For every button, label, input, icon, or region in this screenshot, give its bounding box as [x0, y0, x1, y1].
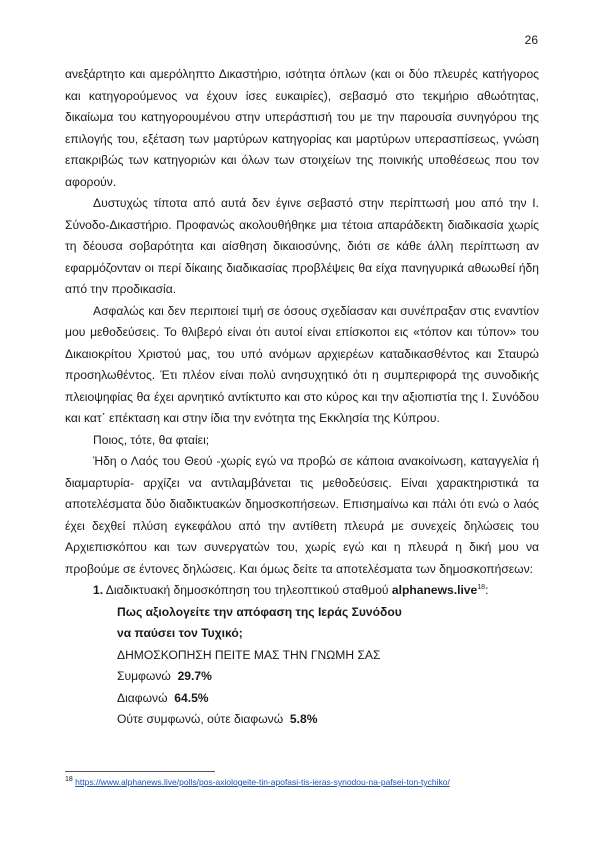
poll-option-neutral [117, 709, 539, 731]
poll-option-label: Διαφωνώ [117, 690, 168, 705]
footnote-ref[interactable]: 18 [477, 583, 486, 591]
footnote-number: 18 [65, 776, 73, 784]
poll-option-value: 29.7% [177, 669, 212, 683]
paragraph-unfortunately: Δυστυχώς τίποτα από αυτά δεν έγινε σεβαστό στην περίπτωσή μου από την Ι. Σύνοδο-Δικαστήριο. Προφανώς ακολουθήθηκε μια τέτοια απαράδεκτη διαδικασία χωρίς τη δέουσα σοβαρότητα και αίσθηση δικαιοσύνης, διότι σε κάθε άλλη περίπτωση αν εφαρμόζονταν οι περί δίκαιης διαδικασίας προβλέψεις θα είχα πανηγυρικά αθωωθεί ήδη από την προδικασία. [65, 196, 539, 296]
poll-heading: ΔΗΜΟΣΚΟΠΗΣΗ ΠΕΙΤΕ ΜΑΣ ΤΗΝ ΓΝΩΜΗ ΣΑΣ [117, 647, 381, 662]
paragraph-people-of-god: Ήδη ο Λαός του Θεού -χωρίς εγώ να προβώ σε κάποια ανακοίνωση, καταγγελία ή διαμαρτυρία- αρχίζει να αντιλαμβάνεται τις μεθοδεύσεις. Είναι χαρακτηριστικά τα αποτελέσματα δύο διαδικτυακών δημοσκοπήσεων. Επισημαίνω και πάλι ότι ενώ ο λαός έχει δεχθεί πλύση εγκεφάλου από την αντίθετη πλευρά με συνεχείς δηλώσεις του Αρχιεπισκόπου και των συνεργατών του, χωρίς εγώ και η πλευρά η δική μου να προβούμε σε έντονες δηλώσεις. Και όμως δείτε τα αποτελέσματα των δημοσκοπήσεων: [65, 454, 539, 576]
poll-option-label: Ούτε συμφωνώ, ούτε διαφωνώ [117, 712, 284, 726]
document-body [65, 64, 539, 731]
poll-block [117, 602, 539, 731]
list-colon: : [485, 583, 489, 597]
footnote-link[interactable]: https://www.alphanews.live/polls/pos-axiologeite-tin-apofasi-tis-ieras-synodou-na-pafsei-ton-tychiko/ [75, 777, 450, 787]
poll-list-item [65, 580, 539, 602]
paragraph-certainly: Ασφαλώς και δεν περιποιεί τιμή σε όσους σχεδίασαν και συνέπραξαν στις εναντίον μου μεθοδεύσεις. Το θλιβερό είναι ότι αυτοί είναι επίσκοποι εις «τόπον και τύπον» του Δικαιοκρίτου Χριστού μας, του υπό ανόμων αρχιερέων καταδικασθέντος και Σταυρώ προσηλωθέντος. Έτι πλέον είναι πολύ ανησυχητικό ότι η συμπεριφορά της συνοδικής πλειοψηφίας θα έχει αρνητικό αντίκτυπο και στο κύρος και την αξιοπιστία της Ι. Συνόδου και κατ΄ επέκταση και στην ίδια την ενότητα της Εκκλησία της Κύπρου. [65, 303, 539, 425]
list-item-text: Διαδικτυακή δημοσκόπηση του τηλεοπτικού σταθμού [105, 583, 392, 597]
poll-option-value: 5.8% [289, 712, 318, 726]
paragraph-who-to-blame: Ποιος, τότε, θα φταίει; [93, 432, 210, 447]
poll-question-line2: να παύσει τον Τυχικό; [117, 626, 243, 640]
footnote-separator [65, 771, 215, 772]
poll-option-label: Συμφωνώ [117, 669, 171, 683]
paragraph-fair-trial: ανεξάρτητο και αμερόληπτο Δικαστήριο, ισότητα όπλων (και οι δύο πλευρές κατήγορος και κατηγορούμενος να έχουν ίσες ευκαιρίες), σεβασμό στο τεκμήριο αθωότητας, δικαίωμα του κατηγορουμένου στην υπεράσπισή του με την παρουσία συνηγόρου της επιλογής του, εξέταση των μαρτύρων κατηγορίας και μαρτύρων υπερασπίσεως, γνώση επακριβώς των κατηγοριών και όλων των στοιχείων της ποινικής υποθέσεως που τον αφορούν. [65, 67, 539, 189]
source-name: alphanews.live [391, 583, 478, 597]
poll-option-disagree [117, 688, 539, 710]
poll-option-agree [117, 666, 539, 688]
page-number: 26 [524, 33, 538, 47]
poll-question-line1: Πως αξιολογείτε την απόφαση της Ιεράς Συνόδου [117, 604, 402, 619]
footnote [65, 776, 539, 788]
poll-option-value: 64.5% [174, 690, 209, 705]
list-number: 1. [93, 583, 104, 597]
